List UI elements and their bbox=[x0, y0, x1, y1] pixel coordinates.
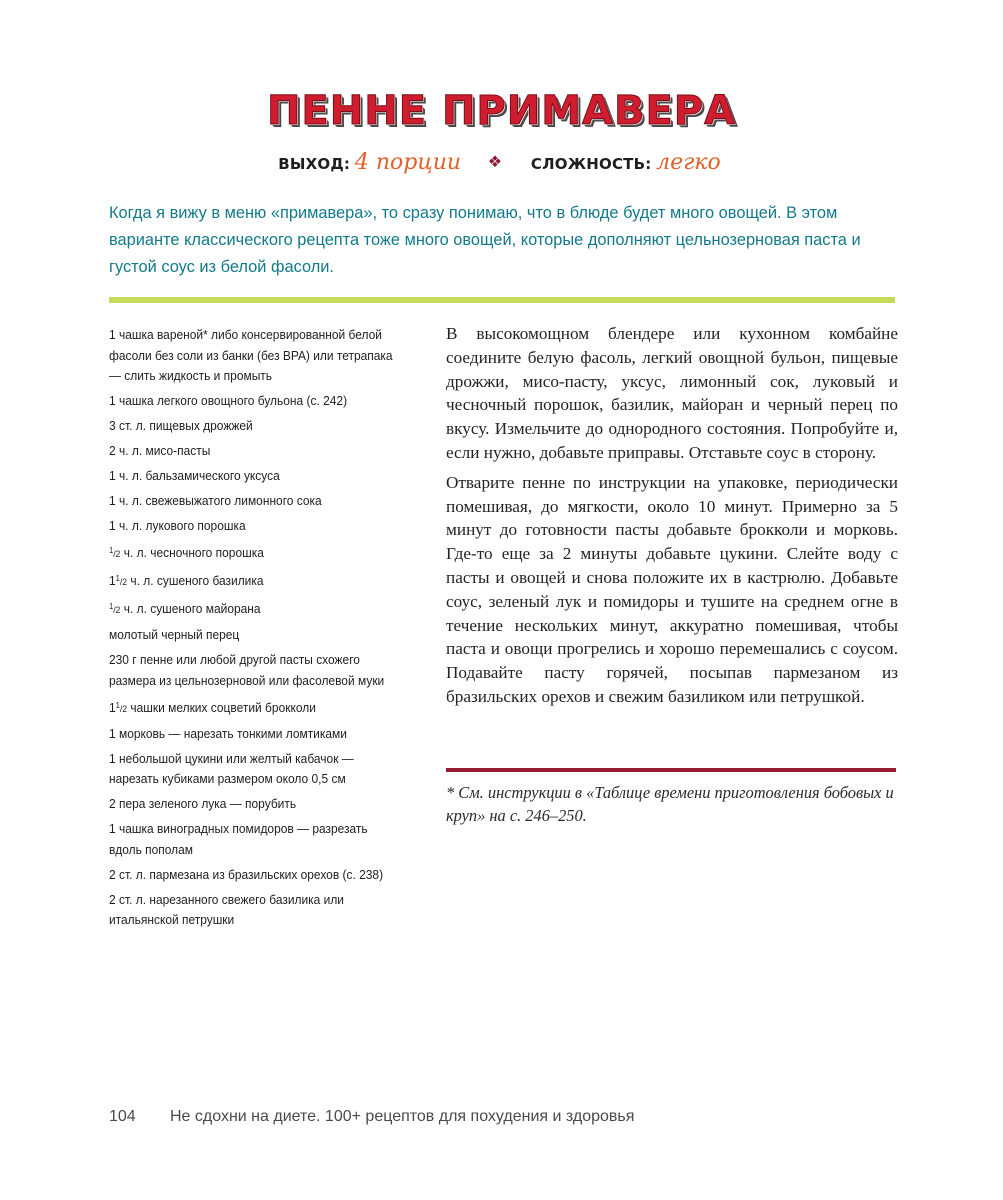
ingredient-item bbox=[109, 416, 394, 437]
ingredient-item bbox=[109, 724, 394, 745]
ingredient-item bbox=[109, 569, 394, 593]
ingredient-fraction: $^1$/2 bbox=[109, 546, 121, 559]
section-divider bbox=[109, 297, 895, 303]
ingredient-text: ч. л. сушеного базилика bbox=[127, 574, 264, 588]
fraction-numerator: 1 bbox=[115, 700, 120, 710]
fraction-denominator: 2 bbox=[122, 703, 128, 714]
fraction-denominator: 2 bbox=[115, 549, 121, 559]
recipe-intro: Когда я вижу в меню «примавера», то сразу понимаю, что в блюде будет много овощей. В этом варианте классического рецепта тоже много овощей, которые дополняют цельнозерновая паста и густой соус из белой фасоли. bbox=[109, 204, 861, 276]
ingredient-item bbox=[109, 516, 394, 537]
fraction-numerator: 1 bbox=[115, 574, 120, 583]
ingredient-item bbox=[109, 466, 394, 487]
ingredient-fraction: $^1$/2 bbox=[109, 602, 121, 615]
ingredient-text: 3 ст. л. пищевых дрожжей bbox=[109, 419, 253, 433]
ingredient-text: ч. л. чесночного порошка bbox=[120, 546, 264, 560]
ingredient-item bbox=[109, 625, 394, 646]
ingredient-fraction: $^1$/2 bbox=[115, 700, 128, 714]
ingredient-text: 2 пера зеленого лука — порубить bbox=[109, 797, 297, 811]
method-step: Отварите пенне по инструкции на упаковке, периодически помешивая, до мягкости, около 10 минут. Примерно за 5 минут до готовности пасты добавьте брокколи и морковь. Где-то еще за 2 минуты добавьте цукини. Слейте воду с пасты и овощей и снова положите их в кастрюлю. Добавьте соус, зеленый лук и помидоры и тушите на среднем огне в течение нескольких минут, аккуратно помешивая, чтобы паста и овощи прогрелись и хорошо перемешались с соусом. Подавайте пасту горячей, посыпав пармезаном из бразильских орехов и свежим базиликом или петрушкой. bbox=[446, 472, 898, 706]
ingredient-text: 1 чашка виноградных помидоров — разрезать вдоль пополам bbox=[109, 822, 368, 857]
fraction-numerator: 1 bbox=[109, 602, 114, 611]
difficulty-value: легко bbox=[656, 150, 721, 175]
yield-value: 4 порции bbox=[354, 150, 462, 175]
ingredient-text: 1 ч. л. свежевыжатого лимонного сока bbox=[109, 494, 322, 508]
footnote-divider bbox=[446, 768, 896, 772]
ingredient-item bbox=[109, 696, 394, 720]
method-text bbox=[446, 322, 898, 715]
ingredient-list bbox=[109, 325, 394, 935]
ingredient-text: молотый черный перец bbox=[109, 628, 240, 642]
yield-label: ВЫХОД: bbox=[278, 155, 351, 173]
ingredient-fraction: $^1$/2 bbox=[115, 574, 128, 587]
ingredient-text: 1 морковь — нарезать тонкими ломтиками bbox=[109, 726, 347, 741]
running-footer-title: Не сдохни на диете. 100+ рецептов для похудения и здоровья bbox=[170, 1108, 635, 1125]
ingredient-item bbox=[109, 890, 394, 931]
ingredient-text: 230 г пенне или любой другой пасты схожего размера из цельнозерновой или фасолевой муки bbox=[109, 653, 385, 688]
ingredient-item bbox=[109, 749, 394, 790]
footnote: * См. инструкции в «Таблице времени приготовления бобовых и круп» на с. 246–250. bbox=[446, 783, 894, 825]
ingredient-item bbox=[109, 391, 394, 412]
difficulty-label: СЛОЖНОСТЬ: bbox=[530, 155, 652, 173]
ingredient-text: 1 чашка вареной* либо консервированной белой фасоли без соли из банки (без BPA) или тетрапака — слить жидкость и промыть bbox=[109, 328, 393, 383]
ingredient-item bbox=[109, 325, 394, 387]
ingredient-text: 2 ст. л. пармезана из бразильских орехов (с. 238) bbox=[109, 867, 384, 882]
method-step: В высокомощном блендере или кухонном комбайне соедините белую фасоль, легкий овощной бульон, пищевые дрожжи, мисо-пасту, уксус, лимонный сок, луковый и чесночный порошок, базилик, майоран и черный перец по вкусу. Измельчите до однородного состояния. Попробуйте и, если нужно, добавьте приправы. Отставьте соус в сторону. bbox=[446, 324, 898, 462]
ingredient-item bbox=[109, 819, 394, 860]
ingredient-item bbox=[109, 865, 394, 886]
fraction-denominator: 2 bbox=[115, 605, 121, 615]
recipe-title: ПЕННЕ ПРИМАВЕРА bbox=[266, 88, 737, 134]
ingredient-text: 1 чашка легкого овощного бульона (с. 242) bbox=[109, 394, 348, 408]
ingredient-item bbox=[109, 597, 394, 621]
ingredient-text: ч. л. сушеного майорана bbox=[120, 602, 261, 616]
ingredient-text: 1 небольшой цукини или желтый кабачок — нарезать кубиками размером около 0,5 см bbox=[109, 751, 354, 786]
fraction-denominator: 2 bbox=[122, 577, 128, 587]
ingredient-text: 1 ч. л. бальзамического уксуса bbox=[109, 469, 280, 483]
ingredient-item bbox=[109, 541, 394, 565]
ingredient-text: 1 ч. л. лукового порошка bbox=[109, 519, 246, 533]
ingredient-text: 2 ч. л. мисо-пасты bbox=[109, 444, 211, 458]
ingredient-item bbox=[109, 491, 394, 512]
recipe-meta bbox=[0, 150, 1003, 175]
fraction-numerator: 1 bbox=[109, 546, 114, 555]
ingredient-whole: 1 bbox=[109, 574, 116, 588]
ingredient-item bbox=[109, 441, 394, 462]
ingredient-item bbox=[109, 650, 394, 691]
ingredient-item bbox=[109, 794, 394, 815]
ingredient-text: 2 ст. л. нарезанного свежего базилика или итальянской петрушки bbox=[109, 892, 345, 927]
ingredient-whole: 1 bbox=[109, 700, 116, 715]
page-number: 104 bbox=[109, 1108, 136, 1125]
diamond-separator-icon: ❖ bbox=[487, 154, 503, 171]
ingredient-text: чашки мелких соцветий брокколи bbox=[127, 700, 316, 715]
